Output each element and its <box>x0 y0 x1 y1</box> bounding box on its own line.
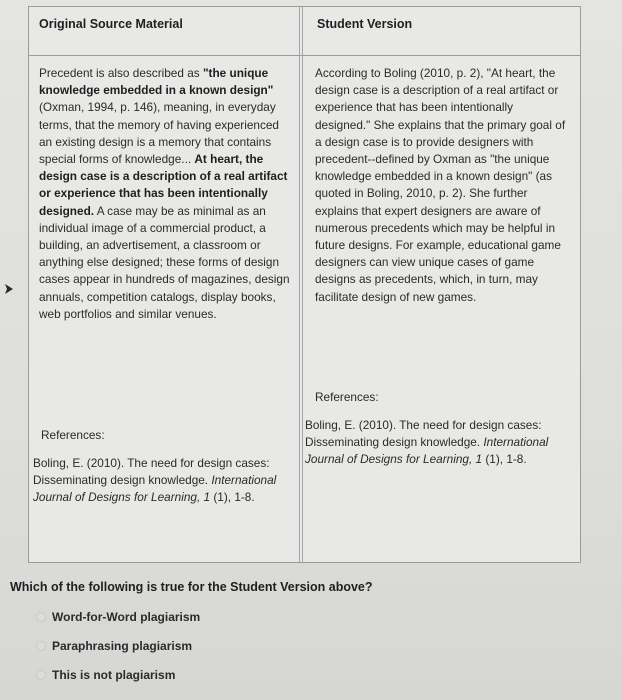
original-text-bold1: "the unique knowledge embedded in a known design" <box>39 66 274 98</box>
arrow-cursor-icon <box>4 283 14 295</box>
radio-icon[interactable] <box>36 641 46 651</box>
comparison-table <box>28 6 581 563</box>
original-text-part4: A case may be as minimal as an individual image of a commercial product, a building, an advertisement, a classroom or anything else designed; these forms of design cases appear in hundreds of magazines, design annuals, competition catalogs, display books, web portfolios and similar venues. <box>39 203 290 321</box>
student-references-label: References: <box>315 390 379 404</box>
original-ref-journal: International Journal of Designs for Learning, 1 <box>33 473 277 505</box>
radio-icon[interactable] <box>36 612 46 622</box>
original-text-bold2: At heart, the design case is a description of a real artifact or experience that has been intentionally designed. <box>39 152 288 218</box>
header-original-source: Original Source Material <box>39 17 183 31</box>
student-reference-entry <box>305 417 570 469</box>
student-version-body: According to Boling (2010, p. 2), "At heart, the design case is a description of a real artifact or experience that has been intentionally designed." She explains that the primary goal of a design case is to provide designers with precedent--defined by Oxman as "the unique knowledge embedded in a known design" (as quoted in Boling, 2010, p. 2). She further explains that expert designers are aware of numerous precedents which may be helpful in future designs. For example, educational game designers can view unique cases of game designs as precedents, which, in turn, may facilitate design of new games. <box>315 66 566 304</box>
original-ref-tail: (1), 1-8. <box>210 490 255 505</box>
student-version-text <box>315 65 570 306</box>
option-not-plagiarism[interactable] <box>36 664 175 686</box>
original-reference-entry <box>33 455 293 507</box>
table-header-row <box>29 7 580 56</box>
header-student-version: Student Version <box>317 17 413 31</box>
student-ref-tail: (1), 1-8. <box>482 452 527 467</box>
original-references-label: References: <box>41 428 105 442</box>
column-divider <box>299 7 303 562</box>
student-ref-text: Boling, E. (2010). The need for design cases: Disseminating design knowledge. <box>305 418 542 450</box>
option-label: Word-for-Word plagiarism <box>52 610 201 624</box>
original-text-part1: Precedent is also described as <box>39 66 203 80</box>
radio-icon[interactable] <box>36 670 46 680</box>
original-ref-text: Boling, E. (2010). The need for design cases: Disseminating design knowledge. <box>33 456 270 488</box>
student-ref-journal: International Journal of Designs for Learning, 1 <box>305 435 549 467</box>
option-label: Paraphrasing plagiarism <box>52 639 193 653</box>
original-source-text <box>39 65 291 323</box>
option-word-for-word[interactable] <box>36 606 200 628</box>
option-paraphrasing[interactable] <box>36 635 192 657</box>
question-text: Which of the following is true for the Student Version above? <box>10 580 373 594</box>
option-label: This is not plagiarism <box>52 668 176 682</box>
original-text-part2: (Oxman, 1994, p. 146), meaning, in everyday terms, that the memory of having experienced an existing design is a memory that contains special forms of knowledge... <box>39 100 279 167</box>
